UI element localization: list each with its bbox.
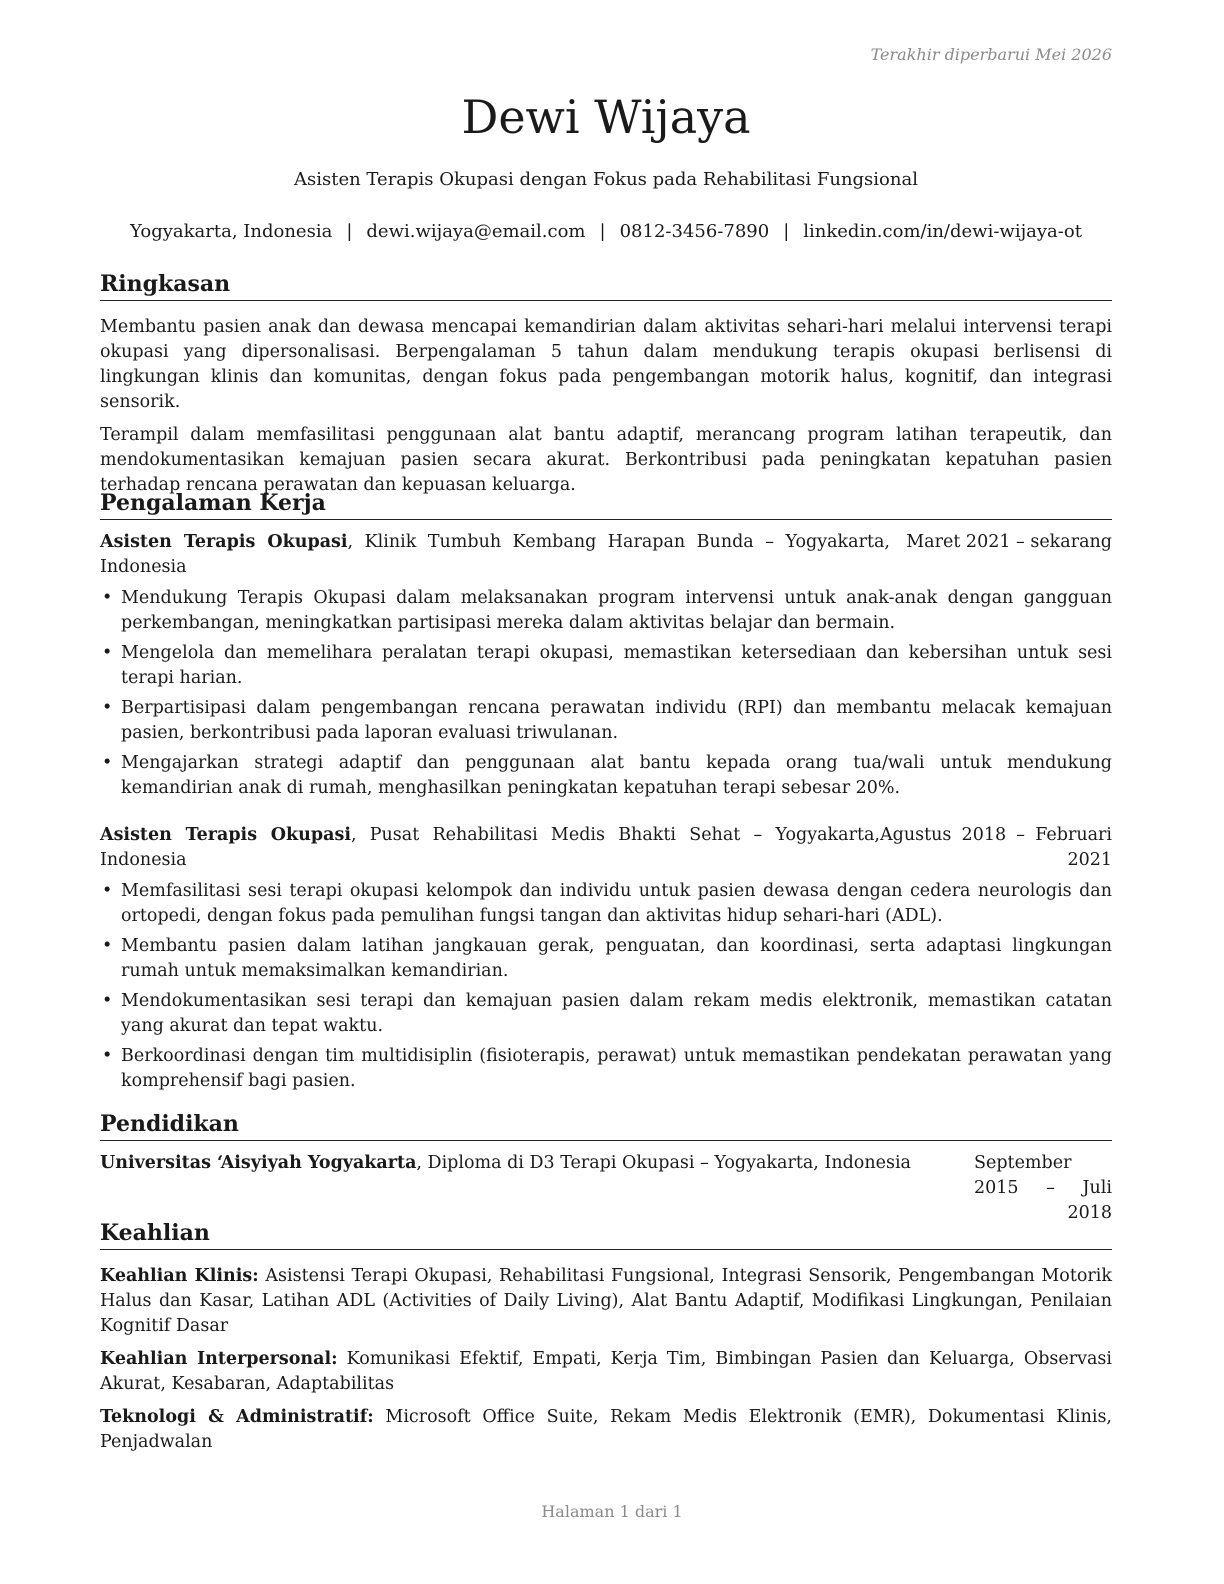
list-item: • Membantu pasien dalam latihan jangkauan gerak, penguatan, dan koordinasi, serta adaptasi lingkungan rumah untuk memaksimalkan kemandirian. xyxy=(102,936,1112,981)
list-item: • Mendokumentasikan sesi terapi dan kemajuan pasien dalam rekam medis elektronik, memastikan catatan yang akurat dan tepat waktu. xyxy=(102,991,1112,1036)
degree-detail: , Diploma di D3 Terapi Okupasi – Yogyakarta, Indonesia xyxy=(416,1153,911,1173)
contact-linkedin[interactable]: linkedin.com/in/dewi-wijaya-ot xyxy=(803,221,1082,242)
contact-email[interactable]: dewi.wijaya@email.com xyxy=(366,221,586,242)
job-bullets xyxy=(100,586,1112,801)
skill-value: Microsoft Office Suite, Rekam Medis Elektronik (EMR), Dokumentasi Klinis, Penjadwalan xyxy=(100,1407,1112,1452)
job-bullets xyxy=(100,879,1112,1094)
section-title-experience: Pengalaman Kerja xyxy=(100,489,1112,520)
job-dates: Agustus 2018 – Februari 2021 xyxy=(880,825,1112,870)
education-entry xyxy=(100,1151,1112,1226)
job-entry xyxy=(100,530,1112,801)
education-line xyxy=(100,1151,974,1226)
list-item: • Mengajarkan strategi adaptif dan penggunaan alat bantu kepada orang tua/wali untuk mendukung kemandirian anak di rumah, menghasilkan peningkatan kepatuhan terapi sebesar 20%. xyxy=(102,753,1112,798)
skill-value: Asistensi Terapi Okupasi, Rehabilitasi Fungsional, Integrasi Sensorik, Pengembangan Motorik Halus dan Kasar, Latihan ADL (Activities of Daily Living), Alat Bantu Adaptif, Modifikasi Lingkungan, Penilaian Kognitif Dasar xyxy=(100,1266,1112,1336)
job-title-line xyxy=(100,823,880,873)
tagline: Asisten Terapis Okupasi dengan Fokus pada Rehabilitasi Fungsional xyxy=(294,169,918,190)
page-number: Halaman 1 dari 1 xyxy=(541,1502,683,1521)
summary-paragraph: Membantu pasien anak dan dewasa mencapai kemandirian dalam aktivitas sehari-hari melalui intervensi terapi okupasi yang dipersonalisasi. Berpengalaman 5 tahun dalam mendukung terapis okupasi berlisensi di lingkungan klinis dan komunitas, dengan fokus pada pengembangan motorik halus, kognitif, dan integrasi sensorik. xyxy=(100,317,1112,412)
contact-location: Yogyakarta, Indonesia xyxy=(130,221,333,242)
list-item: • Memfasilitasi sesi terapi okupasi kelompok dan individu untuk pasien dewasa dengan cedera neurologis dan ortopedi, dengan fokus pada pemulihan fungsi tangan dan aktivitas hidup sehari-hari (ADL). xyxy=(102,881,1112,926)
summary-paragraph: Terampil dalam memfasilitasi penggunaan alat bantu adaptif, merancang program latihan terapeutik, dan mendokumentasikan kemajuan pasien secara akurat. Berkontribusi pada peningkatan kepatuhan pasien terhadap rencana perawatan dan kepuasan keluarga. xyxy=(100,425,1112,495)
section-title-skills: Keahlian xyxy=(100,1219,1112,1250)
job-entry xyxy=(100,823,1112,1094)
contact-phone: 0812-3456-7890 xyxy=(619,221,770,242)
job-organization: , Klinik Tumbuh Kembang Harapan Bunda – Yogyakarta, Indonesia xyxy=(100,532,890,577)
skill-value: Komunikasi Efektif, Empati, Kerja Tim, Bimbingan Pasien dan Keluarga, Observasi Akurat, Kesabaran, Adaptabilitas xyxy=(100,1349,1112,1394)
skill-label: Keahlian Interpersonal: xyxy=(100,1349,338,1369)
school-name: Universitas ‘Aisyiyah Yogyakarta xyxy=(100,1153,417,1173)
job-role: Asisten Terapis Okupasi xyxy=(100,532,348,552)
contact-separator: | xyxy=(783,221,790,242)
job-organization: , Pusat Rehabilitasi Medis Bhakti Sehat – Yogyakarta, Indonesia xyxy=(100,825,880,870)
education-header xyxy=(100,1151,1112,1226)
section-title-summary: Ringkasan xyxy=(100,270,1112,301)
contact-line xyxy=(100,220,1112,244)
skill-label: Keahlian Klinis: xyxy=(100,1266,259,1286)
experience-section xyxy=(100,489,1112,1099)
education-section xyxy=(100,1110,1112,1226)
job-header xyxy=(100,823,1112,873)
contact-separator: | xyxy=(346,221,353,242)
summary-section xyxy=(100,270,1112,498)
job-header xyxy=(100,530,1112,580)
list-item: • Mendukung Terapis Okupasi dalam melaksanakan program intervensi untuk anak-anak dengan gangguan perkembangan, meningkatkan partisipasi mereka dalam aktivitas belajar dan bermain. xyxy=(102,588,1112,633)
skill-row xyxy=(100,1405,1112,1455)
education-dates: September 2015 – Juli 2018 xyxy=(974,1153,1112,1223)
list-item: • Berpartisipasi dalam pengembangan rencana perawatan individu (RPI) dan membantu melacak kemajuan pasien, berkontribusi pada laporan evaluasi triwulanan. xyxy=(102,698,1112,743)
list-item: • Mengelola dan memelihara peralatan terapi okupasi, memastikan ketersediaan dan kebersihan untuk sesi terapi harian. xyxy=(102,643,1112,688)
list-item: • Berkoordinasi dengan tim multidisiplin (fisioterapis, perawat) untuk memastikan pendekatan perawatan yang komprehensif bagi pasien. xyxy=(102,1046,1112,1091)
contact-separator: | xyxy=(599,221,606,242)
section-title-education: Pendidikan xyxy=(100,1110,1112,1141)
job-role: Asisten Terapis Okupasi xyxy=(100,825,351,845)
last-updated: Terakhir diperbarui Mei 2026 xyxy=(870,45,1112,64)
candidate-name: Dewi Wijaya xyxy=(461,90,751,144)
skill-row xyxy=(100,1264,1112,1339)
job-dates: Maret 2021 – sekarang xyxy=(906,532,1112,552)
skill-label: Teknologi & Administratif: xyxy=(100,1407,374,1427)
job-title-line xyxy=(100,530,890,580)
skills-section xyxy=(100,1219,1112,1455)
skill-row xyxy=(100,1347,1112,1397)
